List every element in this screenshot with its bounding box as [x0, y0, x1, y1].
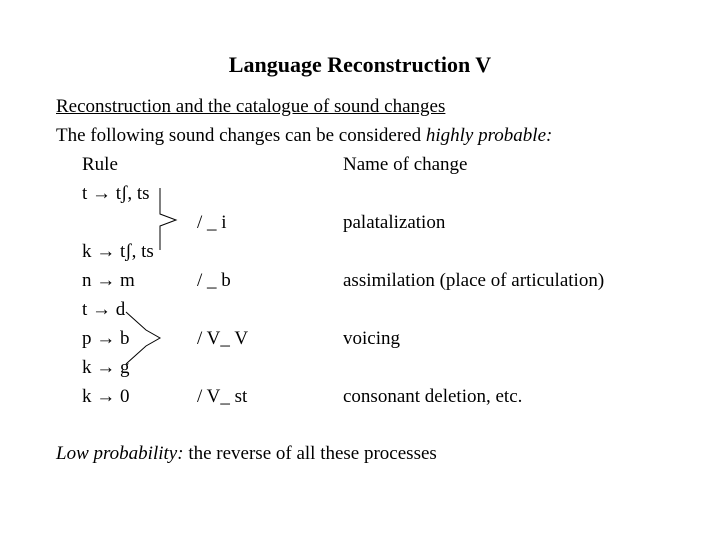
footer-line — [56, 444, 437, 463]
footer-text: the reverse of all these processes — [183, 443, 437, 464]
rule-t-palatal: t → tʃ, ts — [82, 183, 150, 204]
rule-p-b: p → b — [82, 328, 130, 349]
slide-title: Language Reconstruction V — [228, 52, 492, 77]
environment-voicing: / V_ V — [197, 328, 249, 349]
environment-assimilation: / _ b — [197, 270, 231, 291]
brace-voicing — [126, 312, 160, 364]
environment-palatalization: / _ i — [197, 212, 227, 233]
name-voicing: voicing — [343, 328, 400, 349]
column-header-name: Name of change — [343, 154, 468, 175]
brace-palatalization — [160, 188, 176, 250]
name-deletion: consonant deletion, etc. — [343, 386, 523, 407]
rule-n-m: n → m — [82, 270, 135, 291]
rule-k-palatal: k → tʃ, ts — [82, 241, 154, 262]
intro-text: The following sound changes can be considered — [56, 125, 426, 146]
rule-k-g: k → g — [82, 357, 130, 378]
intro-emphasis: highly probable: — [425, 125, 553, 146]
column-header-rule: Rule — [82, 154, 118, 175]
name-palatalization: palatalization — [343, 212, 446, 233]
rule-k-zero: k → 0 — [82, 386, 130, 407]
environment-deletion: / V_ st — [197, 386, 248, 407]
name-assimilation: assimilation (place of articulation) — [343, 270, 605, 291]
rule-t-d: t → d — [82, 299, 126, 320]
subtitle: Reconstruction and the catalogue of sound changes — [56, 96, 446, 117]
footer-emphasis: Low probability: — [56, 443, 184, 464]
